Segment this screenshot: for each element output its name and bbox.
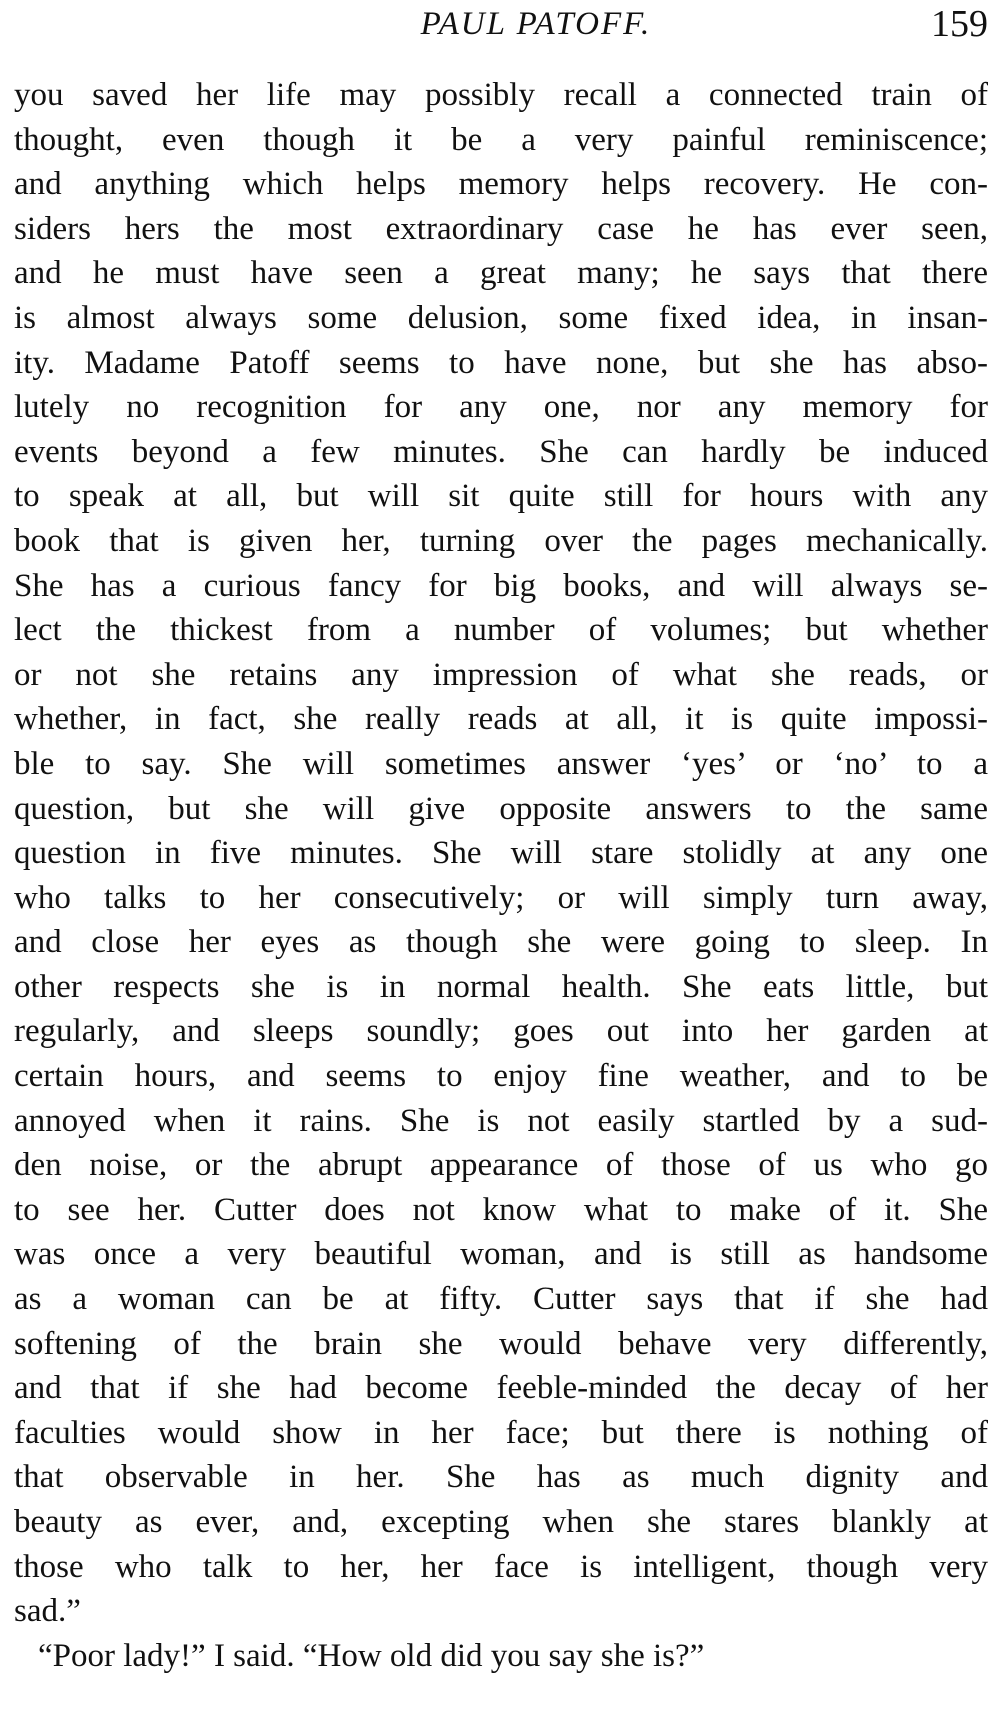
text-line: other respects she is in normal health. She eats little, but — [14, 968, 988, 1005]
text-line: question, but she will give opposite answers to the same — [14, 790, 988, 827]
text-line: those who talk to her, her face is intelligent, though very — [14, 1548, 988, 1585]
text-line: ity. Madame Patoff seems to have none, but she has abso- — [14, 344, 988, 381]
text-line: lect the thickest from a number of volumes; but whether — [14, 612, 988, 649]
text-line: siders hers the most extraordinary case he has ever seen, — [14, 210, 988, 247]
text-line: to see her. Cutter does not know what to make of it. She — [14, 1191, 988, 1228]
text-line: ble to say. She will sometimes answer ‘yes’ or ‘no’ to a — [14, 745, 988, 782]
running-head — [14, 2, 988, 52]
text-line: faculties would show in her face; but there is nothing of — [14, 1414, 988, 1451]
text-line: and anything which helps memory helps recovery. He con- — [14, 166, 988, 203]
text-line: who talks to her consecutively; or will simply turn away, — [14, 879, 988, 916]
text-line: is almost always some delusion, some fixed idea, in insan- — [14, 299, 988, 336]
text-line: softening of the brain she would behave very differently, — [14, 1325, 988, 1362]
text-line: events beyond a few minutes. She can hardly be induced — [14, 433, 988, 470]
text-line: question in five minutes. She will stare stolidly at any one — [14, 835, 988, 872]
text-line: regularly, and sleeps soundly; goes out into her garden at — [14, 1013, 988, 1050]
dialogue-line: “Poor lady!” I said. “How old did you say she is?” — [38, 1637, 705, 1674]
text-line: and he must have seen a great many; he says that there — [14, 255, 988, 292]
text-line: as a woman can be at fifty. Cutter says that if she had — [14, 1281, 988, 1318]
text-line: annoyed when it rains. She is not easily startled by a sud- — [14, 1102, 988, 1139]
text-line: beauty as ever, and, excepting when she stares blankly at — [14, 1504, 988, 1540]
text-line: lutely no recognition for any one, nor any memory for — [14, 389, 988, 426]
text-line: or not she retains any impression of what she reads, or — [14, 656, 988, 693]
text-line: den noise, or the abrupt appearance of those of us who go — [14, 1147, 988, 1184]
text-line: that observable in her. She has as much dignity and — [14, 1459, 988, 1496]
text-line: and close her eyes as though she were going to sleep. In — [14, 924, 988, 961]
text-line: certain hours, and seems to enjoy fine weather, and to be — [14, 1058, 988, 1095]
text-line: you saved her life may possibly recall a connected train of — [14, 77, 988, 113]
book-page — [14, 0, 988, 1725]
paragraph-end-line: sad.” — [14, 1593, 81, 1630]
text-line: book that is given her, turning over the pages mechanically. — [14, 522, 988, 559]
text-line: She has a curious fancy for big books, and will always se- — [14, 567, 988, 604]
page-number: 159 — [931, 3, 988, 45]
text-line: and that if she had become feeble-minded the decay of her — [14, 1370, 988, 1407]
text-line: thought, even though it be a very painful reminiscence; — [14, 121, 988, 158]
text-line: whether, in fact, she really reads at all, it is quite impossi- — [14, 701, 988, 738]
running-title: PAUL PATOFF. — [420, 6, 652, 42]
text-line: was once a very beautiful woman, and is still as handsome — [14, 1236, 988, 1273]
text-line: to speak at all, but will sit quite still for hours with any — [14, 478, 988, 515]
body-text — [14, 73, 988, 1678]
